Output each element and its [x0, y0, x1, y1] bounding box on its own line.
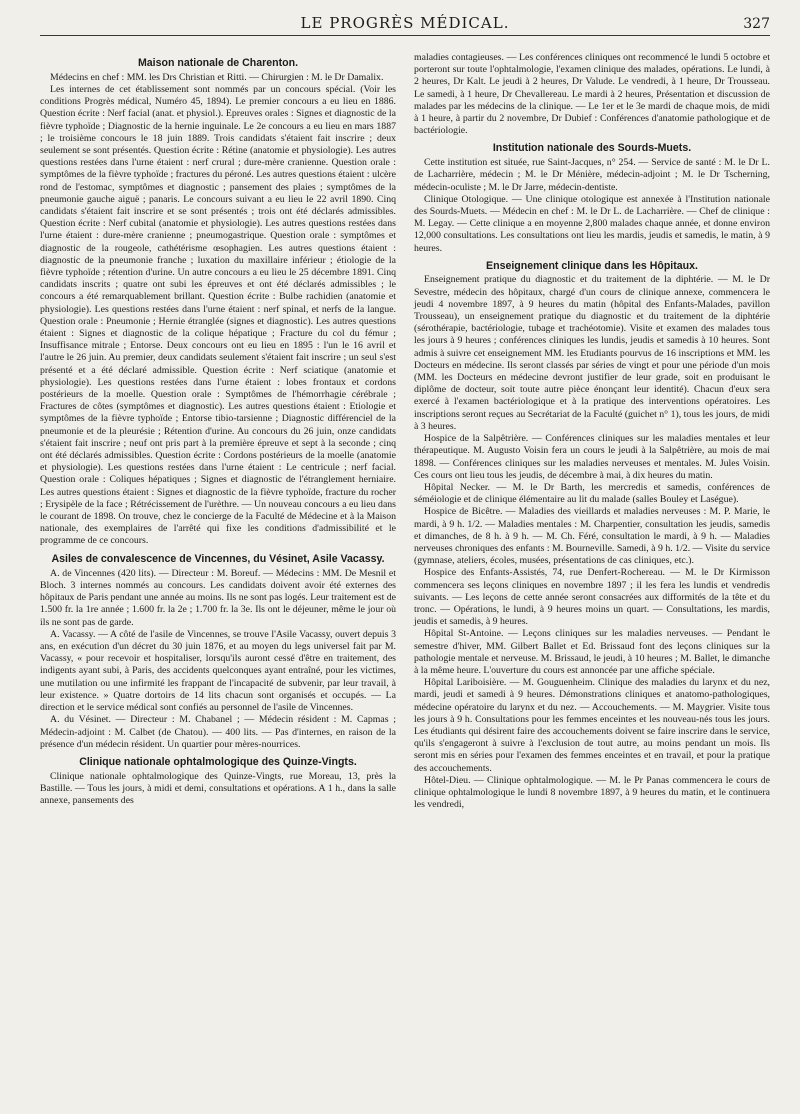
paragraph: A. de Vincennes (420 lits). — Directeur : M. Boreuf. — Médecins : MM. De Mesnil et Bloch. 3 internes nommés au concours. Les candidats doivent avoir été externes des hôpitaux de Paris pendant une année au moins. Ils ne sont pas logés. Leur traitement est de 1.500 fr. la 1re année ; 1.600 fr. la 2e ; 1.700 fr. la 3e. Ils ont le déjeuner, même le jour où ils ne sont pas de garde. — [40, 567, 396, 628]
paragraph: Cette institution est située, rue Saint-Jacques, n° 254. — Service de santé : M. le Dr L. de Lacharrière, médecin ; M. le Dr Ménière, médecin-adjoint ; M. le Dr Tscherning, médecin-oculiste ; M. le Dr Jarre, médecin-dentiste. — [414, 157, 770, 193]
paragraph: Enseignement pratique du diagnostic et du traitement de la diphtérie. — M. le Dr Sevestre, médecin des hôpitaux, chargé d'un cours de clinique annexe, commencera le jeudi 4 novembre 1897, à 9 heures du matin (hôpital des Enfants-Malades, pavillon Trousseau), un enseignement pratique du diagnostic et du traitement de la diphtérie (sérothérapie, bactériologie, tubage et trachéotomie). Visite et examen des malades tous les jours à 9 heures ; conférences cliniques les lundis, jeudis et samedis à 10 heures. Sont admis à suivre cet enseignement MM. les Etudiants pourvus de 16 inscriptions et MM. les Docteurs en médecine. Ils seront classés par séries de vingt et pour une période d'un mois (MM. les Docteurs en médecine devront justifier de leur grade, soit en produisant le diplôme de docteur, soit toute autre pièce énonçant leur identité). Chacun d'eux sera exercé à l'examen bactériologique et à la pratique des interventions opératoires. Les inscriptions seront reçues au Secrétariat de la Faculté (guichet n° 1), tous les jours, de midi à 3 heures. — [414, 274, 770, 432]
paragraph: Clinique Otologique. — Une clinique otologique est annexée à l'Institution nationale des Sourds-Muets. — Médecin en chef : M. le Dr L. de Lacharrière. — Chef de clinique : M. Legay. — Cette clinique a en moyenne 2,800 malades chaque année, et donne environ 12,000 consultations. Les consultations ont lieu les mardis, jeudis et samedis, le matin, à 9 heures. — [414, 193, 770, 254]
right-column — [414, 52, 770, 811]
left-column — [40, 52, 396, 811]
page-number: 327 — [743, 16, 770, 32]
journal-title: LE PROGRÈS MÉDICAL. — [300, 14, 510, 32]
section-heading-sourds-muets: Institution nationale des Sourds-Muets. — [492, 142, 692, 155]
paragraph: Hospice de Bicêtre. — Maladies des vieillards et maladies nerveuses : M. P. Marie, le mardi, à 9 h. 1/2. — Maladies mentales : M. Charpentier, consultation les jeudis, samedis et dimanches, de 8 h. à 9 h. — M. Ch. Féré, consultation le mardi, à 9 h. — Maladies nerveuses chroniques des enfants : M. Bourneville. Samedi, à 9 h. 1/2. — Visite du service (gymnase, ateliers, écoles, musées, présentations de cas cliniques, etc.). — [414, 506, 770, 567]
section-heading-enseignement: Enseignement clinique dans les Hôpitaux. — [486, 259, 698, 272]
section-heading-charenton: Maison nationale de Charenton. — [137, 57, 299, 69]
paragraph: Les internes de cet établissement sont nommés par un concours spécial. (Voir les conditions Progrès médical, Numéro 45, 1894). Le premier concours a eu lieu en 1886. Question écrite : Nerf facial (anat. et physiol.). Epreuves orales : Signes et diagnostic de la fièvre typhoïde ; Diagnostic de la hernie inguinale. Le 2e concours a eu lieu en mars 1887 ; le troisième concours le 18 juin 1889. Trois candidats s'étaient fait inscrire ; deux seulement se sont présentés. Question écrite : Rétine (anatomie et physiologie). Les autres questions restées dans l'urne étaient : nerf crural ; dure-mère cranienne. Question orale : symptômes de la fièvre typhoïde ; fractures du péroné. Les autres questions étaient : ulcère rond de l'estomac, symptômes et diagnostic ; pansement des plaies ; symptômes de la pneumonie gauche aiguë ; panaris. Le concours suivant a eu lieu le 22 avril 1890. Cinq candidats s'étaient fait inscrire et se sont présentés ; trois ont été déclarés admissibles. Question écrite : Nerf cubital (anatomie et physiologie). Les autres questions restées dans l'urne étaient : dure-mère cranienne ; pneumogastrique. Question orale : symptômes et diagnostic de la rougeole, cathétérisme œsophagien. Les autres questions étaient : diagnostic de la pneumonie franche ; luxation du maxillaire inférieur ; étiologie de la fièvre typhoïde ; rétention d'urine. Un autre concours a eu lieu le 25 décembre 1891. Cinq candidats inscrits ; quatre ont subi les épreuves et ont été déclarés admissibles ; le concours a été remarquablement brillant. Question écrite : Bulbe rachidien (anatomie et physiologie). Les questions restées dans l'urne étaient : nerf spinal, et nerfs de la langue. Question orale : Pneumonie ; Hernie étranglée (signes et diagnostic). Les autres questions étaient : Signes et diagnostic de la colique hépatique ; Fracture du col du fémur ; Insuffisance mitrale ; Entorse. Deux concours ont eu lieu en 1895 : l'un le 16 avril et l'autre le 26 juin. Au premier, deux candidats seulement s'étaient fait inscrire ; un seul s'est présenté et a été déclaré admissible. Question écrite : Nerf sciatique (anatomie et physiologie). Les questions restées dans l'urne étaient : lobes frontaux et cordons postérieurs de la moelle. Question orale : Symptômes de l'hémorrhagie cérébrale ; Fractures de côtes (symptômes et diagnostic). Les autres questions étaient : Etiologie et symptômes de la fièvre typhoïde ; Entorse tibio-tarsienne ; Diagnostic différenciel de la pneumonie et de la pleurésie ; Rétention d'urine. Au concours du 26 juin, onze candidats s'étaient fait inscrire ; neuf ont pris part à la première épreuve et sept à la seconde ; cinq ont été déclarés admissibles. Question écrite : Cordons postérieurs de la moelle (anatomie et physiologie). Les questions restées dans l'urne étaient : Le centricule ; nerf facial. Question orale : Coliques hépatiques ; Signes et diagnostic de l'étranglement herniaire. Les autres questions étaient : Signes et diagnostic de la fièvre typhoïde, fracture du rocher ; Erysipèle de la face ; Rétrécissement de l'urèthre. — Un nouveau concours a eu lieu dans le courant de 1898. On trouve, chez le concierge de la Faculté de Médecine et à la Maison nationale, des exemplaires de l'arrêté qui fixe les conditions d'admissibilité et le programme de ce concours. — [40, 83, 396, 547]
paragraph: Hôtel-Dieu. — Clinique ophtalmologique. — M. le Pr Panas commencera le cours de clinique ophtalmologique le lundi 8 novembre 1897, à 9 heures du matin, et le continuera les vendredi, — [414, 774, 770, 811]
paragraph: A. Vacassy. — A côté de l'asile de Vincennes, se trouve l'Asile Vacassy, ouvert depuis 3 ans, en exécution d'un décret du 30 juin 1876, et au moyen du legs universel fait par M. Vacassy, « pour recevoir et hospitaliser, lorsqu'ils auront cessé d'être en traitement, des indigents ayant subi, à Paris, des accidents quelconques ayant entraîné, pour les victimes, une mutilation ou une infirmité les frappant de l'incapacité de subvenir, par leur travail, à leur existence. » Quatre dortoirs de 14 lits chacun sont organisés et occupés. — La direction et le service médical sont confiés au personnel de l'asile de Vincennes. — [40, 628, 396, 714]
article-columns — [40, 52, 770, 811]
paragraph: Hôpital Lariboisière. — M. Gouguenheim. Clinique des maladies du larynx et du nez, mardi, jeudi et samedi à 9 heures. Démonstrations cliniques et anatomo-pathologiques, médecine opératoire du larynx et du nez. — Accouchements. — M. Maygrier. Visite tous les jours à 9 h. Consultations pour les femmes enceintes et les nouveau-nés tous les jours. Les étudiants qui désirent faire des accouchements doivent se faire inscrire dans le service, qu'ils s'engageront à suivre à l'exclusion de tout autre, au moins pendant un mois. Ils seront mis en séries pour l'examen des femmes enceintes et en travail, et pour la pratique des accouchements. — [414, 677, 770, 774]
paragraph: Hospice de la Salpêtrière. — Conférences cliniques sur les maladies mentales et leur thérapeutique. M. Augusto Voisin fera un cours le jeudi à la Salpêtrière, au mois de mai 1898. — Conférences cliniques sur les maladies nerveuses et mentales. M. Jules Voisin. Ces cours ont lieu tous les jeudis, de décembre à mai, à dix heures du matin. — [414, 433, 770, 481]
paragraph: Médecins en chef : MM. les Drs Christian et Ritti. — Chirurgien : M. le Dr Damalix. — [50, 71, 384, 83]
section-heading-asiles: Asiles de convalescence de Vincennes, du Vésinet, Asile Vacassy. — [51, 552, 385, 565]
paragraph: Clinique nationale ophtalmologique des Quinze-Vingts, rue Moreau, 13, près la Bastille. — Tous les jours, à midi et demi, consultations et opérations. A 1 h., dans la salle annexe, pansements des — [40, 770, 396, 807]
paragraph: A. du Vésinet. — Directeur : M. Chabanel ; — Médecin résident : M. Capmas ; Médecin-adjoint : M. Calbet (de Chatou). — 400 lits. — Pas d'internes, en raison de la présence d'un médecin résident. Un quartier pour mères-nourrices. — [40, 714, 396, 750]
paragraph: Hôpital St-Antoine. — Leçons cliniques sur les maladies nerveuses. — Pendant le semestre d'hiver, MM. Gilbert Ballet et Ed. Brissaud font des leçons cliniques sur la pathologie mentale et nerveuse. M. Brissaud, le jeudi, à 10 heures ; M. Ballet, le dimanche à la même heure. L'ouverture du cours est annoncée par une affiche spéciale. — [414, 628, 770, 676]
running-head — [40, 14, 770, 36]
paragraph: maladies contagieuses. — Les conférences cliniques ont recommencé le lundi 5 octobre et porteront sur toute l'ophtalmologie, l'examen clinique des malades, opérations. Le lundi, à 2 heures, Dr Kalt. Le jeudi à 2 heures, Dr Valude. Le vendredi, à 1 heure, Dr Trousseau. Le samedi, à 1 heure, Dr Chevallereau. Le mardi à 2 heures, Présentation et discussion de malades par les médecins de la clinique. — Le 1er et le 3e mardi de chaque mois, de midi à 1 heure, à partir du 2 novembre, Dr Dubief : Conférences d'anatomie pathologique et de bactériologie. — [414, 52, 770, 137]
paragraph: Hospice des Enfants-Assistés, 74, rue Denfert-Rochereau. — M. le Dr Kirmisson commencera ses leçons cliniques en novembre 1897 ; il les fera les lundis et vendredis suivants. — Les leçons de cette année seront consacrées aux difformités de la tête et du tronc. — Opérations, le lundi, à 9 heures moins un quart. — Consultations, les mardis, jeudis et samedis, à 9 heures. — [414, 567, 770, 628]
section-heading-quinze-vingts: Clinique nationale ophtalmologique des Quinze-Vingts. — [79, 755, 357, 768]
paragraph: Hôpital Necker. — M. le Dr Barth, les mercredis et samedis, conférences de séméiologie et de clinique élémentaire au lit du malade (salles Bouley et Laségue). — [414, 481, 770, 506]
